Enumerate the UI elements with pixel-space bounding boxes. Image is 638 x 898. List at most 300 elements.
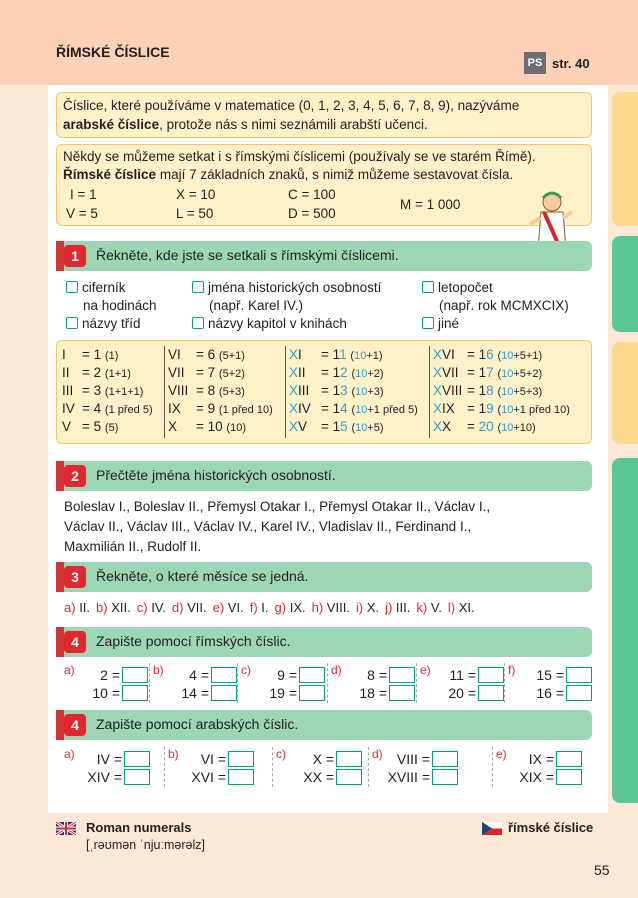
- roman-note: (5+1): [218, 350, 245, 362]
- intro-rest: , protože nás s nimi seznámili arabští učenci.: [159, 117, 428, 132]
- month-item: [385, 600, 410, 615]
- note-rest: +5+1): [513, 350, 543, 362]
- exercise-separator: [272, 747, 273, 787]
- roman-note: (1 před 10): [218, 404, 273, 416]
- month-item: [64, 600, 90, 615]
- roman-value: = 8: [196, 383, 216, 398]
- month-item-value: III.: [395, 600, 411, 615]
- roman-row-col2: [168, 419, 246, 434]
- answer-box[interactable]: [211, 685, 237, 701]
- roman-row-col2: [168, 401, 273, 416]
- roman-rest: II: [298, 365, 306, 380]
- exercise-row: [168, 751, 254, 767]
- roman-value-digit: 4: [340, 401, 348, 416]
- roman-value-digit: 8: [486, 383, 494, 398]
- month-item-value: IX.: [289, 600, 306, 615]
- note-open: (: [497, 386, 502, 398]
- side-tab-yellow-1: [612, 92, 638, 226]
- roman-row-col4: [433, 347, 542, 362]
- names-line-2: Václav II., Václav III., Václav IV., Karel IV., Vladislav II., Ferdinand I.,: [64, 519, 472, 534]
- exercise-prompt: 9 =: [277, 667, 297, 683]
- roman-value: = 4: [82, 401, 102, 416]
- note-rest: +5+2): [513, 368, 543, 380]
- exercise-letter: c): [276, 747, 286, 761]
- exercise-letter: d): [372, 747, 383, 761]
- roman-note: [497, 404, 570, 416]
- roman-rest: VI: [442, 347, 455, 362]
- month-item-value: I.: [261, 600, 269, 615]
- month-item-letter: l): [447, 600, 456, 615]
- exercise-row: [64, 769, 150, 785]
- answer-box[interactable]: [124, 751, 150, 767]
- roman-ten: X: [289, 419, 299, 434]
- roman-value: = 3: [82, 383, 102, 398]
- roman-note: (5+2): [218, 368, 245, 380]
- exercise-letter: a): [64, 663, 75, 677]
- answer-box[interactable]: [122, 685, 148, 701]
- roman-value-digit: 1: [339, 347, 347, 362]
- month-item-value: VIII.: [326, 600, 350, 615]
- roman-symbol: V: [62, 419, 72, 434]
- answer-box[interactable]: [556, 751, 582, 767]
- note-open: (: [497, 404, 502, 416]
- exercise-letter: e): [420, 663, 431, 677]
- page-reference: str. 40: [552, 56, 590, 71]
- note-ten: 10: [501, 386, 514, 398]
- roman-note: [497, 422, 535, 434]
- roman-row-col3: [289, 419, 384, 434]
- roman-note: [351, 386, 383, 398]
- ps-badge: PS: [524, 52, 546, 74]
- roman-symbol: II: [62, 365, 70, 380]
- checkbox-icon[interactable]: [66, 317, 78, 329]
- roman-symbol: [433, 365, 467, 380]
- month-item-value: II.: [79, 600, 91, 615]
- exercise-row: [64, 751, 150, 767]
- roman-row-col1: [62, 419, 118, 434]
- exercise-separator: [368, 747, 369, 787]
- note-rest: +1 před 5): [367, 404, 418, 416]
- option-label: ciferník: [82, 280, 126, 295]
- roman-intro-line-1: Někdy se můžeme setkat i s římskými číslicemi (používaly se ve starém Římě).: [63, 149, 536, 164]
- month-item-letter: e): [212, 600, 225, 615]
- exercise-row: [496, 769, 582, 785]
- exercise-prompt: 11 =: [449, 667, 476, 683]
- exercise-letter: c): [241, 663, 251, 677]
- month-item-letter: c): [136, 600, 148, 615]
- basic-v: V = 5: [66, 206, 98, 221]
- answer-box[interactable]: [556, 769, 582, 785]
- note-rest: +5+3): [513, 386, 543, 398]
- basic-i: I = 1: [70, 187, 97, 202]
- answer-box[interactable]: [228, 751, 254, 767]
- exercise-row: [64, 685, 148, 701]
- roman-value: = 1: [321, 347, 340, 362]
- note-open: (: [497, 350, 502, 362]
- roman-ten: X: [289, 347, 299, 362]
- task-4a-badge-edge: [56, 627, 64, 657]
- roman-rest: VIII: [442, 383, 463, 398]
- month-item-value: XII.: [111, 600, 131, 615]
- roman-value: = 1: [321, 419, 341, 434]
- roman-intro-rest: mají 7 základních znaků, s nimiž můžeme sestavovat čísla.: [156, 167, 514, 182]
- option-jine[interactable]: [422, 315, 459, 333]
- roman-row-col4: [433, 401, 570, 416]
- basic-c: C = 100: [288, 187, 336, 202]
- note-ten: 10: [355, 368, 368, 380]
- basic-l: L = 50: [176, 206, 214, 221]
- roman-rest: X: [442, 419, 452, 434]
- checkbox-icon[interactable]: [422, 281, 434, 293]
- side-tab-green-2: [612, 458, 638, 803]
- month-item: [416, 600, 442, 615]
- note-open: (: [497, 422, 502, 434]
- note-ten: 10: [501, 422, 514, 434]
- option-label: názvy tříd: [82, 316, 141, 331]
- answer-box[interactable]: [478, 667, 504, 683]
- answer-box[interactable]: [299, 667, 325, 683]
- month-item: [275, 600, 306, 615]
- month-item: [213, 600, 244, 615]
- roman-rest: IX: [442, 401, 455, 416]
- answer-box[interactable]: [566, 685, 592, 701]
- task-4a-badge: 4: [64, 631, 86, 653]
- answer-box[interactable]: [432, 751, 458, 767]
- note-rest: +5): [367, 422, 384, 434]
- exercise-prompt: VIII =: [396, 751, 430, 767]
- roman-row-col1: [62, 347, 118, 362]
- intro-bold: arabské číslice: [63, 117, 160, 132]
- note-rest: +3): [367, 386, 384, 398]
- exercise-prompt: 14 =: [181, 685, 209, 701]
- roman-value: = 1: [467, 401, 487, 416]
- roman-row-col1: [62, 383, 143, 398]
- exercise-row: [331, 667, 415, 683]
- answer-box[interactable]: [432, 769, 458, 785]
- note-open: (: [351, 404, 356, 416]
- exercise-separator: [237, 663, 238, 703]
- exercise-prompt: XVI =: [191, 769, 226, 785]
- checkbox-icon[interactable]: [192, 317, 204, 329]
- month-item-value: IV.: [151, 600, 166, 615]
- roman-row-col3: [289, 401, 418, 416]
- exercise-row: [372, 769, 458, 785]
- exercise-prompt: 10 =: [92, 685, 120, 701]
- roman-value: = 1: [321, 401, 341, 416]
- uk-flag-icon: [56, 822, 76, 835]
- roman-symbol: IX: [168, 401, 181, 416]
- note-ten: 10: [501, 404, 514, 416]
- option-label-2: (např. rok MCMXCIX): [439, 298, 569, 313]
- months-list: [64, 600, 481, 615]
- checkbox-icon[interactable]: [66, 281, 78, 293]
- cz-flag-icon: [482, 822, 502, 835]
- roman-value: = 5: [82, 419, 102, 434]
- note-rest: +1): [366, 350, 383, 362]
- task-4a-text: Zapište pomocí římských číslic.: [96, 633, 291, 649]
- exercise-row: [372, 751, 458, 767]
- month-item: [250, 600, 269, 615]
- note-ten: 10: [354, 350, 367, 362]
- exercise-row: [241, 685, 325, 701]
- exercise-row: [168, 769, 254, 785]
- roman-ten: X: [433, 401, 443, 416]
- roman-value: = 1: [467, 383, 487, 398]
- checkbox-icon[interactable]: [422, 317, 434, 329]
- exercise-prompt: VI =: [200, 751, 226, 767]
- roman-symbol: I: [62, 347, 66, 362]
- table-divider: [429, 346, 430, 438]
- exercise-separator: [504, 663, 505, 703]
- task-4b-text: Zapište pomocí arabských číslic.: [96, 716, 299, 732]
- roman-row-col4: [433, 419, 536, 434]
- table-divider: [164, 346, 165, 438]
- roman-value: = 10: [196, 419, 223, 434]
- roman-value: = 7: [196, 365, 216, 380]
- answer-box[interactable]: [228, 769, 254, 785]
- roman-intro-line-2: [63, 166, 585, 184]
- exercise-row: [276, 769, 362, 785]
- roman-symbol: [433, 383, 467, 398]
- roman-symbol: VIII: [168, 383, 189, 398]
- side-tab-green-1: [612, 236, 638, 332]
- task-4b-badge: 4: [64, 714, 86, 736]
- exercise-prompt: 20 =: [448, 685, 476, 701]
- month-item-letter: d): [171, 600, 184, 615]
- note-rest: +2): [367, 368, 384, 380]
- roman-rest: V: [298, 419, 308, 434]
- exercise-prompt: 15 =: [536, 667, 564, 683]
- answer-box[interactable]: [336, 751, 362, 767]
- exercise-row: [276, 751, 362, 767]
- roman-symbol: [433, 401, 467, 416]
- roman-value: = 1: [82, 347, 102, 362]
- note-ten: 10: [355, 404, 368, 416]
- option-label-2: (např. Karel IV.): [209, 298, 304, 313]
- note-open: (: [351, 422, 356, 434]
- note-ten: 10: [355, 386, 368, 398]
- roman-value-digit: 6: [486, 347, 494, 362]
- option-label: jiné: [438, 316, 460, 331]
- roman-note: [351, 422, 383, 434]
- roman-note: [497, 350, 542, 362]
- exercise-separator: [416, 663, 417, 703]
- option-label: jména historických osobností: [208, 280, 382, 295]
- roman-value-digit: 3: [340, 383, 348, 398]
- roman-value: =: [467, 419, 479, 434]
- exercise-row: [153, 667, 237, 683]
- month-item: [312, 600, 350, 615]
- answer-box[interactable]: [299, 685, 325, 701]
- roman-symbol: [433, 347, 467, 362]
- roman-note: (1 před 5): [104, 404, 153, 416]
- exercise-prompt: 19 =: [269, 685, 297, 701]
- exercise-letter: f): [508, 663, 516, 677]
- option-nazvy-trid[interactable]: [66, 315, 141, 333]
- exercise-row: [420, 667, 504, 683]
- basic-m: M = 1 000: [400, 197, 461, 212]
- intro-line-1: Číslice, které používáme v matematice (0, 1, 2, 3, 4, 5, 6, 7, 8, 9), nazýváme: [63, 98, 520, 113]
- page-number: 55: [594, 862, 610, 878]
- roman-symbol: X: [168, 419, 178, 434]
- month-item-letter: k): [416, 600, 428, 615]
- answer-box[interactable]: [122, 667, 148, 683]
- note-open: (: [350, 350, 355, 362]
- roman-symbol: [289, 383, 321, 398]
- option-label-2: na hodinách: [83, 298, 157, 313]
- roman-value: = 1: [321, 365, 341, 380]
- roman-symbol: [289, 365, 321, 380]
- roman-symbol: [289, 347, 321, 362]
- task-4b-bar: [56, 710, 592, 740]
- task-1-bar: [56, 241, 592, 271]
- roman-ten: X: [433, 383, 443, 398]
- roman-ten: X: [433, 419, 443, 434]
- exercise-prompt: IX =: [528, 751, 554, 767]
- roman-note: (1+1): [104, 368, 131, 380]
- answer-box[interactable]: [566, 667, 592, 683]
- month-item-letter: f): [249, 600, 258, 615]
- roman-row-col2: [168, 383, 245, 398]
- answer-box[interactable]: [389, 685, 415, 701]
- exercise-row: [508, 667, 592, 683]
- roman-rest: I: [298, 347, 302, 362]
- task-4a-bar: [56, 627, 592, 657]
- exercise-separator: [492, 747, 493, 787]
- roman-rest: IV: [298, 401, 311, 416]
- option-label: názvy kapitol v knihách: [208, 316, 347, 331]
- task-1-badge-edge: [56, 241, 64, 271]
- month-item-value: XI.: [458, 600, 475, 615]
- exercise-separator: [149, 663, 150, 703]
- roman-row-col3: [289, 347, 383, 362]
- roman-row-col2: [168, 365, 245, 380]
- month-item-letter: b): [96, 600, 108, 615]
- exercise-prompt: 18 =: [359, 685, 387, 701]
- month-item: [448, 600, 475, 615]
- roman-value: = 1: [467, 365, 487, 380]
- roman-note: (1): [104, 350, 119, 362]
- names-line-1: Boleslav I., Boleslav II., Přemysl Otakar I., Přemysl Otakar II., Václav I.,: [64, 499, 491, 514]
- roman-value: = 9: [196, 401, 216, 416]
- month-item: [356, 600, 379, 615]
- exercise-letter: a): [64, 747, 75, 761]
- table-divider: [285, 346, 286, 438]
- roman-note: [351, 368, 383, 380]
- roman-note: [497, 386, 542, 398]
- exercise-letter: d): [331, 663, 342, 677]
- roman-symbol: VII: [168, 365, 185, 380]
- footer-czech-term: římské číslice: [508, 820, 594, 835]
- roman-value-digit: 2: [340, 365, 348, 380]
- checkbox-icon[interactable]: [192, 281, 204, 293]
- exercise-row: [64, 667, 148, 683]
- roman-ten: X: [289, 365, 299, 380]
- roman-ten: X: [289, 401, 299, 416]
- roman-rest: III: [298, 383, 310, 398]
- historical-names: [64, 497, 594, 557]
- note-rest: +10): [513, 422, 536, 434]
- exercise-row: [241, 667, 325, 683]
- exercise-prompt: 2 =: [100, 667, 120, 683]
- option-nazvy-kapitol[interactable]: [192, 315, 347, 333]
- intro-box: [56, 92, 592, 138]
- month-item-letter: a): [64, 600, 76, 615]
- option-label: letopočet: [438, 280, 493, 295]
- task-2-badge-edge: [56, 461, 64, 491]
- option-cifernik[interactable]: [66, 279, 157, 315]
- exercise-prompt: XX =: [303, 769, 334, 785]
- note-ten: 10: [501, 368, 514, 380]
- basic-d: D = 500: [288, 206, 336, 221]
- roman-value-digit: 5: [340, 419, 348, 434]
- roman-note: [350, 350, 382, 362]
- month-item-letter: g): [274, 600, 287, 615]
- month-item-letter: i): [355, 600, 364, 615]
- roman-note: (1+1+1): [104, 386, 144, 398]
- roman-intro-bold: Římské číslice: [63, 167, 157, 182]
- exercise-row: [420, 685, 504, 701]
- exercise-prompt: 16 =: [536, 685, 564, 701]
- roman-value-digit: 9: [486, 401, 494, 416]
- roman-symbol: IV: [62, 401, 75, 416]
- roman-ten: X: [289, 383, 299, 398]
- task-3-text: Řekněte, o které měsíce se jedná.: [96, 568, 309, 584]
- roman-note: (10): [226, 422, 246, 434]
- answer-box[interactable]: [211, 667, 237, 683]
- note-open: (: [351, 386, 356, 398]
- roman-row-col1: [62, 365, 131, 380]
- month-item: [96, 600, 131, 615]
- exercise-row: [508, 685, 592, 701]
- roman-symbol: [289, 401, 321, 416]
- roman-value-digit: 7: [486, 365, 494, 380]
- answer-box[interactable]: [336, 769, 362, 785]
- option-letopocet[interactable]: [422, 279, 569, 315]
- month-item-letter: j): [385, 600, 393, 615]
- exercise-row: [331, 685, 415, 701]
- page-title: ŘÍMSKÉ ČÍSLICE: [56, 44, 170, 60]
- answer-box[interactable]: [478, 685, 504, 701]
- answer-box[interactable]: [124, 769, 150, 785]
- exercise-prompt: X =: [312, 751, 334, 767]
- task-3-badge: 3: [64, 566, 86, 588]
- roman-rest: VII: [442, 365, 459, 380]
- roman-symbol: VI: [168, 347, 181, 362]
- roman-row-col3: [289, 383, 384, 398]
- note-rest: +1 před 10): [513, 404, 570, 416]
- exercise-prompt: XVIII =: [387, 769, 430, 785]
- roman-row-col2: [168, 347, 245, 362]
- month-item: [137, 600, 166, 615]
- roman-note: (5+3): [218, 386, 245, 398]
- exercise-prompt: XIV =: [87, 769, 122, 785]
- month-item: [172, 600, 207, 615]
- exercise-prompt: 8 =: [367, 667, 387, 683]
- roman-value: = 1: [321, 383, 341, 398]
- exercise-separator: [164, 747, 165, 787]
- footer-english-term: Roman numerals: [86, 820, 192, 835]
- footer-pronunciation: [ˌrəʊmən ˈnjuːmərəlz]: [86, 838, 205, 852]
- names-line-3: Maxmilián II., Rudolf II.: [64, 539, 202, 554]
- side-tab-yellow-2: [612, 342, 638, 444]
- exercise-separator: [327, 663, 328, 703]
- roman-row-col4: [433, 365, 542, 380]
- option-jmena[interactable]: [192, 279, 381, 315]
- roman-note: [351, 404, 417, 416]
- month-item-value: VI.: [227, 600, 244, 615]
- answer-box[interactable]: [389, 667, 415, 683]
